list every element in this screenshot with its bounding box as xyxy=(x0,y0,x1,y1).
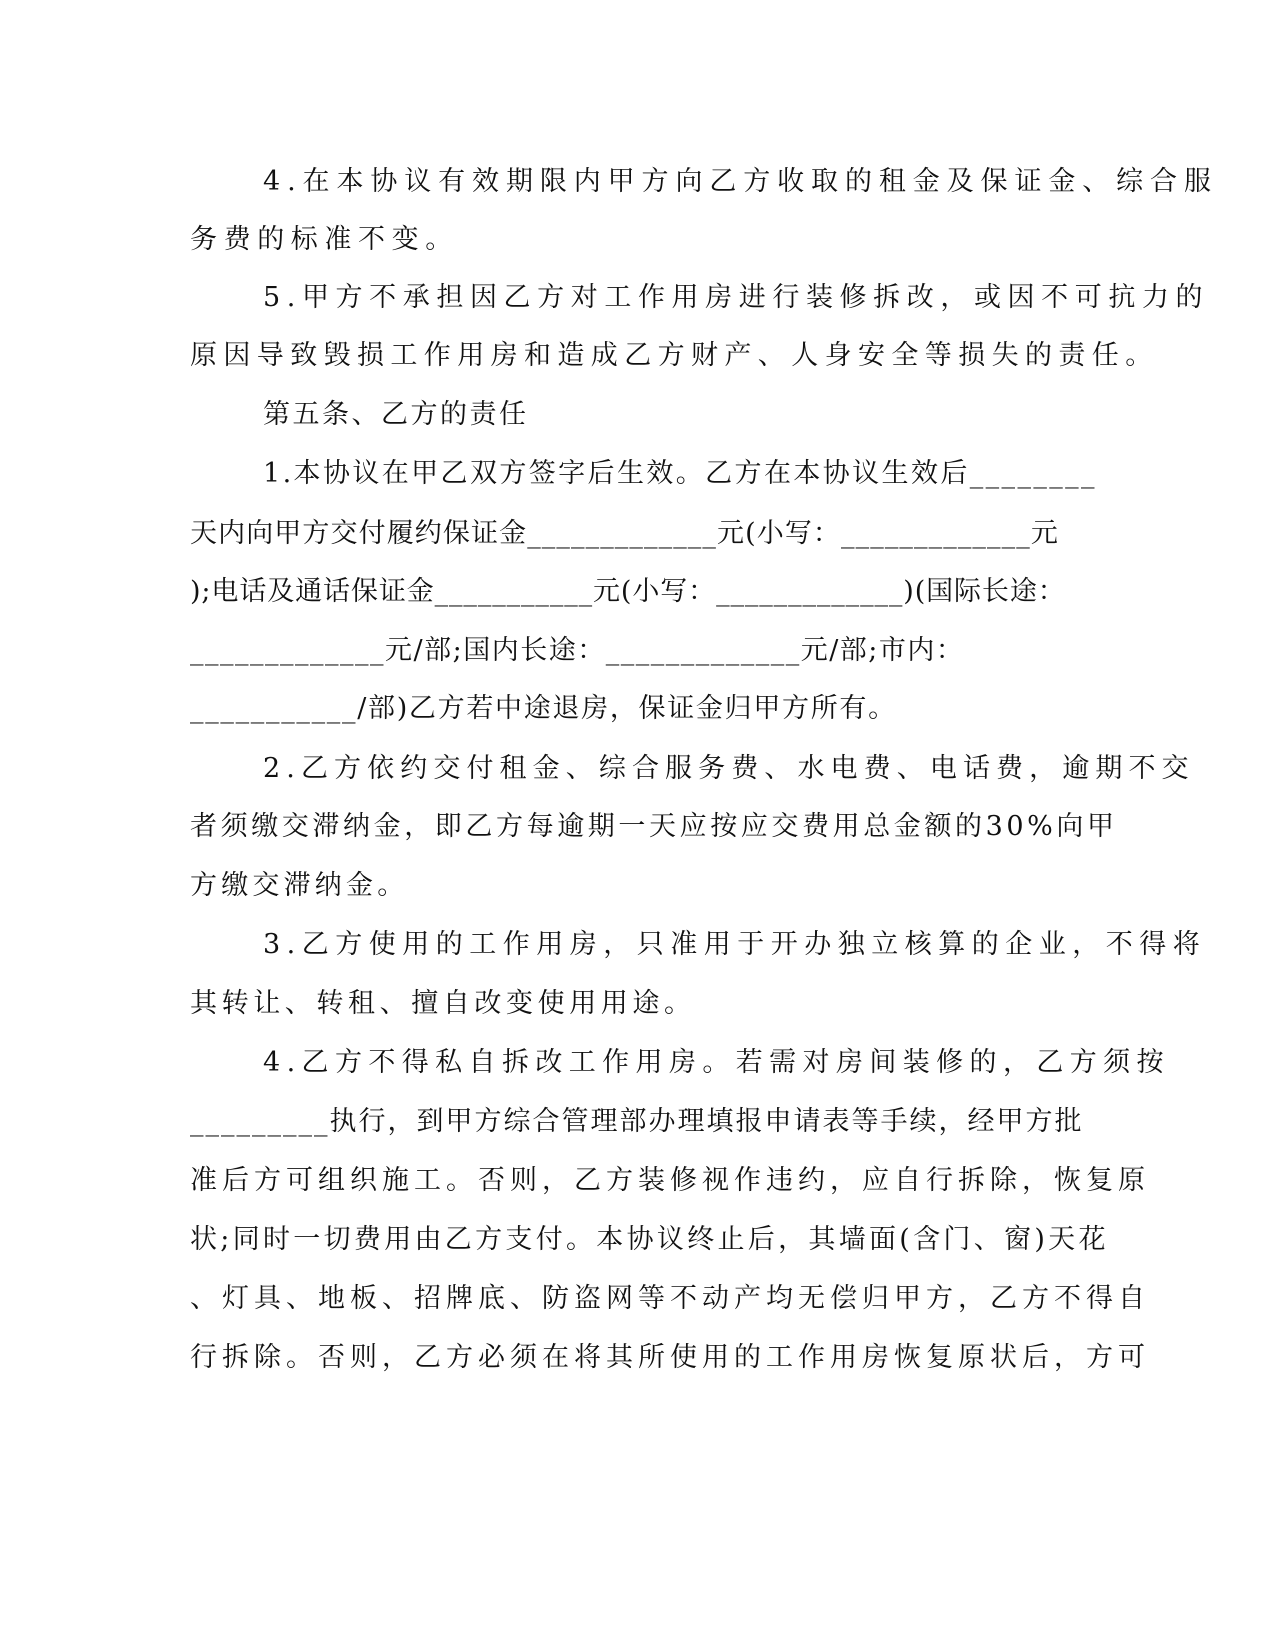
text-line: 准后方可组织施工。否则，乙方装修视作违约，应自行拆除，恢复原 xyxy=(190,1165,1150,1196)
text-line: 天内向甲方交付履约保证金_____________元(小写：_____________元 xyxy=(190,518,1059,549)
text-line: 4.在本协议有效期限内甲方向乙方收取的租金及保证金、综合服 xyxy=(263,166,1218,197)
text-line: 者须缴交滞纳金，即乙方每逾期一天应按应交费用总金额的30%向甲 xyxy=(190,811,1118,842)
text-line: 其转让、转租、擅自改变使用用途。 xyxy=(190,988,696,1019)
text-line: 原因导致毁损工作用房和造成乙方财产、人身安全等损失的责任。 xyxy=(190,340,1159,371)
text-line: 状;同时一切费用由乙方支付。本协议终止后，其墙面(含门、窗)天花 xyxy=(190,1224,1109,1255)
text-line: 务费的标准不变。 xyxy=(190,224,459,255)
text-line: 4.乙方不得私自拆改工作用房。若需对房间装修的，乙方须按 xyxy=(263,1047,1170,1078)
text-line: ___________/部)乙方若中途退房，保证金归甲方所有。 xyxy=(190,693,897,724)
section-heading: 第五条、乙方的责任 xyxy=(263,399,529,430)
text-line: 3.乙方使用的工作用房，只准用于开办独立核算的企业，不得将 xyxy=(263,929,1207,960)
text-line: _____________元/部;国内长途：_____________元/部;市内： xyxy=(190,635,965,666)
text-line: 1.本协议在甲乙双方签字后生效。乙方在本协议生效后________ xyxy=(263,458,1097,489)
text-line: 方缴交滞纳金。 xyxy=(190,870,409,901)
text-line: 行拆除。否则，乙方必须在将其所使用的工作用房恢复原状后，方可 xyxy=(190,1342,1150,1373)
text-line: );电话及通话保证金___________元(小写：_____________)(国际长途： xyxy=(190,576,1066,607)
text-line: _________执行，到甲方综合管理部办理填报申请表等手续，经甲方批 xyxy=(190,1106,1084,1137)
text-line: 2.乙方依约交付租金、综合服务费、水电费、电话费，逾期不交 xyxy=(263,753,1195,784)
text-line: 、灯具、地板、招牌底、防盗网等不动产均无偿归甲方，乙方不得自 xyxy=(190,1283,1150,1314)
text-line: 5.甲方不承担因乙方对工作用房进行装修拆改，或因不可抗力的 xyxy=(263,282,1210,313)
